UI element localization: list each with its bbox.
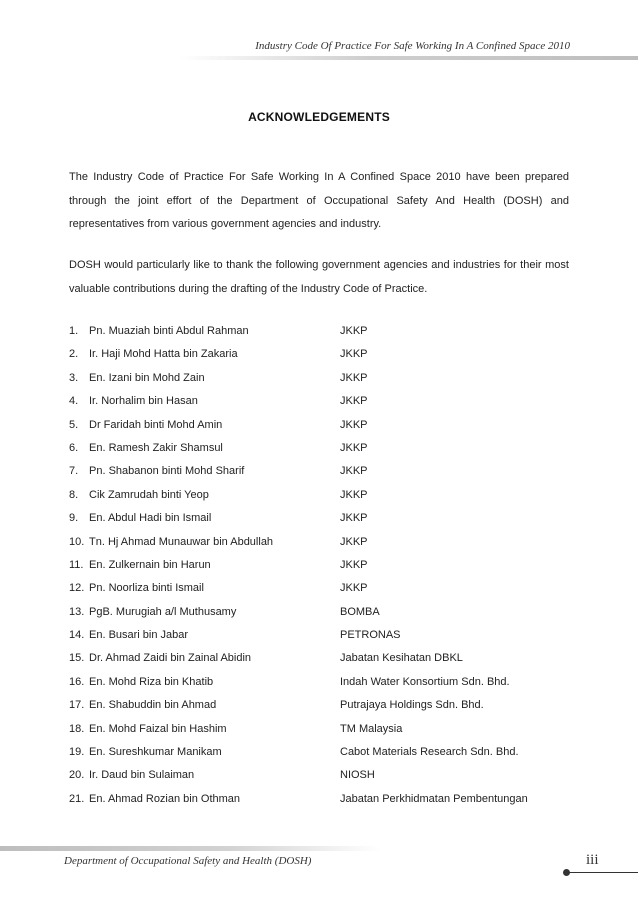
contributor-number: 12. <box>69 582 85 595</box>
contributor-number: 20. <box>69 769 85 782</box>
contributor-name: Pn. Noorliza binti Ismail <box>89 582 204 595</box>
contributor-row <box>69 741 589 764</box>
contributor-number: 8. <box>69 488 79 501</box>
contributor-row <box>69 671 589 694</box>
contributor-name: En. Zulkernain bin Harun <box>89 558 211 571</box>
thanks-paragraph: DOSH would particularly like to thank the following government agencies and industries for their most valuable contributions during the drafting of the Industry Code of Practice. <box>69 259 569 295</box>
contributor-organization: JKKP <box>340 348 368 361</box>
contributor-number: 1. <box>69 325 79 337</box>
contributor-row <box>69 367 589 390</box>
contributor-name: Pn. Muaziah binti Abdul Rahman <box>89 325 249 337</box>
contributor-organization: JKKP <box>340 325 368 337</box>
contributor-number: 5. <box>69 418 79 431</box>
contributor-row <box>69 343 589 366</box>
contributor-number: 6. <box>69 441 79 454</box>
contributor-number: 16. <box>69 675 85 688</box>
contributor-organization: JKKP <box>340 488 368 501</box>
contributor-organization: JKKP <box>340 418 368 431</box>
contributor-row <box>69 624 589 647</box>
contributor-row <box>69 484 589 507</box>
contributor-organization: Cabot Materials Research Sdn. Bhd. <box>340 746 519 759</box>
contributor-organization: JKKP <box>340 441 368 454</box>
header-rule <box>180 56 638 60</box>
contributor-row <box>69 460 589 483</box>
intro-paragraph: The Industry Code of Practice For Safe Working In A Confined Space 2010 have been prepared through the joint effort of the Department of Occupational Safety And Health (DOSH) and representatives from various government agencies and industry. <box>69 171 569 230</box>
contributor-name: Ir. Haji Mohd Hatta bin Zakaria <box>89 348 238 361</box>
contributor-row <box>69 601 589 624</box>
contributor-organization: Jabatan Kesihatan DBKL <box>340 652 463 665</box>
contributor-number: 19. <box>69 746 85 759</box>
contributor-row <box>69 764 589 787</box>
contributor-organization: Indah Water Konsortium Sdn. Bhd. <box>340 675 510 688</box>
contributor-row <box>69 694 589 717</box>
contributor-row <box>69 647 589 670</box>
contributor-name: Cik Zamrudah binti Yeop <box>89 488 209 501</box>
contributor-name: En. Busari bin Jabar <box>89 629 189 642</box>
contributor-name: Dr Faridah binti Mohd Amin <box>89 418 223 431</box>
contributor-organization: BOMBA <box>340 605 380 618</box>
contributor-name: En. Mohd Faizal bin Hashim <box>89 722 227 735</box>
contributor-number: 17. <box>69 699 85 712</box>
contributor-name: Tn. Hj Ahmad Munauwar bin Abdullah <box>89 535 274 548</box>
contributor-number: 15. <box>69 652 85 665</box>
contributor-name: Ir. Norhalim bin Hasan <box>89 395 198 408</box>
contributor-number: 2. <box>69 348 79 361</box>
contributor-name: Pn. Shabanon binti Mohd Sharif <box>89 465 245 478</box>
contributor-number: 9. <box>69 512 79 525</box>
page-number-rule <box>566 872 638 873</box>
contributor-number: 3. <box>69 371 79 384</box>
contributor-name: En. Ahmad Rozian bin Othman <box>89 792 241 805</box>
running-header-title: Industry Code Of Practice For Safe Working In A Confined Space 2010 <box>255 40 570 52</box>
contributor-number: 11. <box>69 558 84 571</box>
contributor-organization: JKKP <box>340 535 368 548</box>
contributor-row <box>69 718 589 741</box>
contributor-row <box>69 531 589 554</box>
contributor-organization: JKKP <box>340 512 368 525</box>
contributor-number: 18. <box>69 722 85 735</box>
page-number-dot <box>563 869 570 876</box>
contributor-organization: Putrajaya Holdings Sdn. Bhd. <box>340 699 484 712</box>
contributor-organization: JKKP <box>340 558 368 571</box>
contributor-row <box>69 507 589 530</box>
contributor-row <box>69 788 589 811</box>
contributor-row <box>69 320 589 343</box>
footer-rule <box>0 846 380 851</box>
contributor-name: En. Shabuddin bin Ahmad <box>89 699 217 712</box>
contributor-list <box>69 320 589 811</box>
page-title: ACKNOWLEDGEMENTS <box>248 110 390 124</box>
running-footer-title: Department of Occupational Safety and Health (DOSH) <box>64 855 312 867</box>
contributor-organization: JKKP <box>340 371 368 384</box>
page-number: iii <box>586 852 599 868</box>
contributor-organization: JKKP <box>340 465 368 478</box>
contributor-name: En. Mohd Riza bin Khatib <box>89 675 214 688</box>
contributor-row <box>69 554 589 577</box>
contributor-name: Dr. Ahmad Zaidi bin Zainal Abidin <box>89 652 252 665</box>
contributor-name: En. Izani bin Mohd Zain <box>89 371 205 384</box>
contributor-organization: PETRONAS <box>340 629 401 642</box>
contributor-organization: JKKP <box>340 582 368 595</box>
contributor-number: 13. <box>69 605 85 618</box>
contributor-row <box>69 390 589 413</box>
contributor-row <box>69 414 589 437</box>
contributor-organization: TM Malaysia <box>340 722 403 735</box>
contributor-organization: Jabatan Perkhidmatan Pembentungan <box>340 792 528 805</box>
contributor-row <box>69 437 589 460</box>
contributor-organization: JKKP <box>340 395 368 408</box>
contributor-name: Ir. Daud bin Sulaiman <box>89 769 195 782</box>
contributor-number: 21. <box>69 792 85 805</box>
contributor-number: 7. <box>69 465 79 478</box>
contributor-number: 14. <box>69 629 85 642</box>
contributor-number: 10. <box>69 535 85 548</box>
contributor-name: En. Ramesh Zakir Shamsul <box>89 441 223 454</box>
contributor-organization: NIOSH <box>340 769 375 782</box>
contributor-number: 4. <box>69 395 79 408</box>
contributor-name: PgB. Murugiah a/l Muthusamy <box>89 605 237 618</box>
contributor-name: En. Abdul Hadi bin Ismail <box>89 512 212 525</box>
contributor-row <box>69 577 589 600</box>
contributor-name: En. Sureshkumar Manikam <box>89 746 222 759</box>
